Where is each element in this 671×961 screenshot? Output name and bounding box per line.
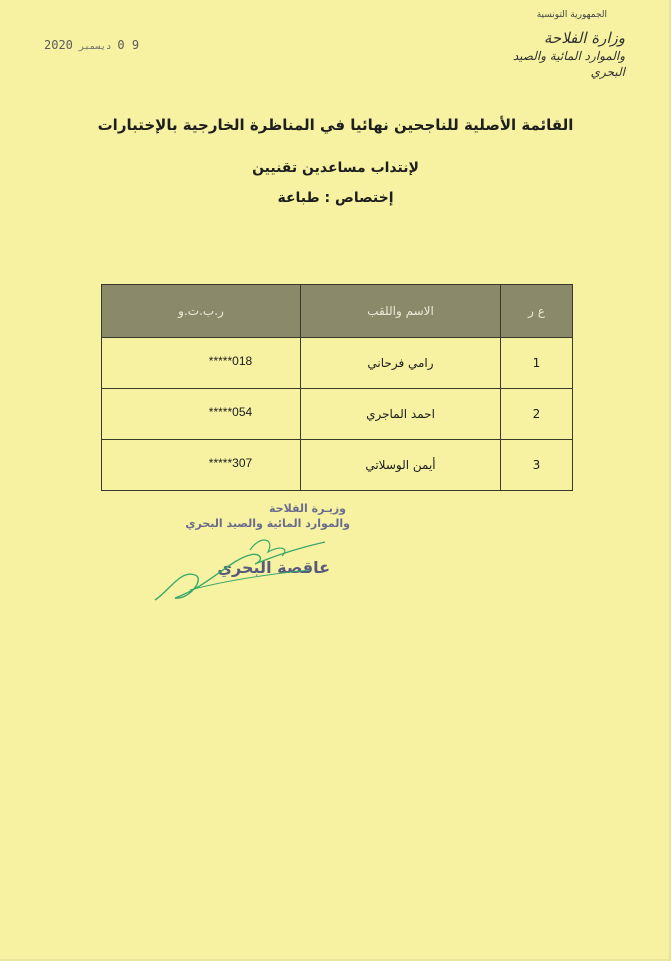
date-day: 0 9: [117, 38, 140, 52]
table-row: [102, 389, 573, 440]
table-row: [102, 338, 573, 389]
row-id: *****054: [102, 389, 301, 440]
row-number: 2: [501, 389, 573, 440]
row-number: 3: [501, 440, 573, 491]
row-name: أيمن الوسلاتي: [300, 440, 500, 491]
signature-title-line1: وزيـرة الفلاحة: [269, 502, 346, 515]
document-subtitle: لإنتداب مساعدين تقنيين: [252, 160, 419, 176]
header-number: ع ر: [501, 285, 573, 338]
row-name: رامي فرحاني: [300, 338, 500, 389]
document-specialty: إختصاص : طباعة: [277, 190, 394, 206]
letterhead-republic: الجمهورية التونسية: [536, 10, 607, 20]
row-name: احمد الماجري: [300, 389, 500, 440]
signature-title-line2: والموارد المائية والصيد البحري: [185, 517, 350, 530]
signature-block: [150, 500, 350, 610]
header-id: ر.ب.ت.و: [102, 285, 301, 338]
date-month: ديسمبر: [78, 42, 112, 52]
handwritten-signature-icon: [150, 530, 350, 610]
letterhead: [485, 10, 625, 80]
signature-name: عاقصة البحري: [217, 558, 330, 577]
letterhead-ministry-line2: والموارد المائية والصيد البحري: [512, 49, 625, 79]
date-stamp: [44, 38, 139, 52]
table-header-row: [102, 285, 573, 338]
letterhead-ministry-line1: وزارة الفلاحة: [543, 29, 625, 47]
results-table: [101, 284, 573, 491]
row-id: *****307: [102, 440, 301, 491]
row-number: 1: [501, 338, 573, 389]
row-id: *****018: [102, 338, 301, 389]
date-year: 2020: [44, 38, 73, 52]
document-title: القائمة الأصلية للناجحين نهائيا في المناظرة الخارجية بالإختبارات: [97, 116, 574, 134]
table-row: [102, 440, 573, 491]
header-name: الاسم واللقب: [300, 285, 500, 338]
